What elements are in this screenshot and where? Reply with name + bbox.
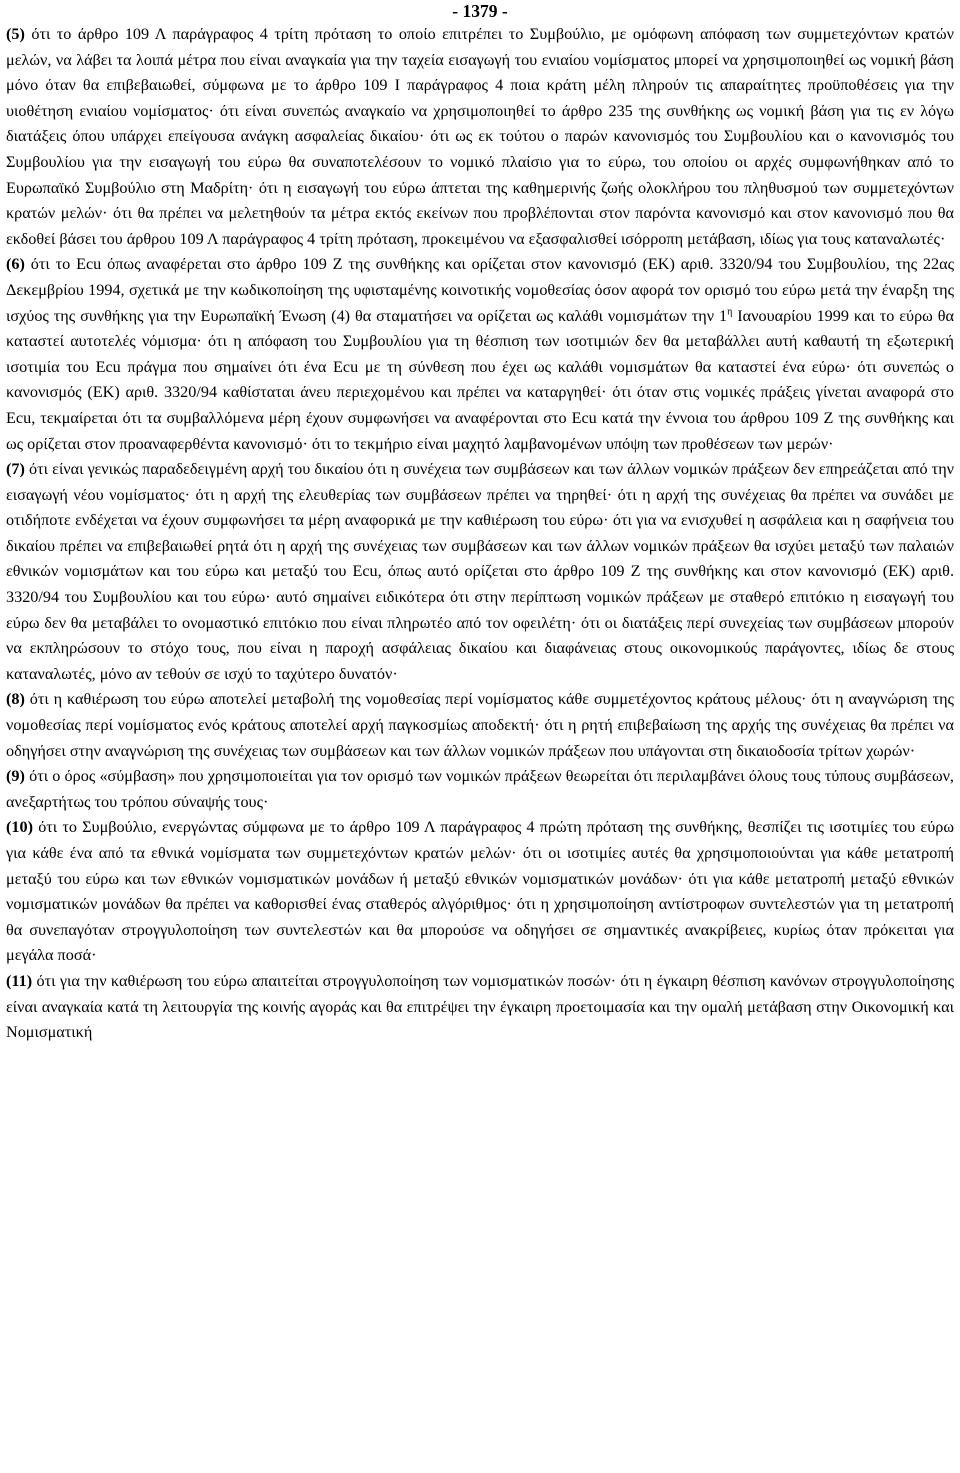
ordinal-superscript: η [727,306,733,318]
recital-text: ότι ο όρος «σύμβαση» που χρησιμοποιείται για τον ορισμό των νομικών πράξεων θεωρείται ότι περιλαμβάνει όλους τους τύπους συμβάσεων, ανεξαρτήτως του τρόπου σύναψής τους· [6,767,954,811]
recital-text-continued: Ιανουαρίου 1999 και το εύρω θα καταστεί αυτοτελές νόμισμα· ότι η απόφαση του Συμβουλίου για τη θέσπιση των ισοτιμιών δεν θα μεταβάλλει αυτή καθαυτή τη εξωτερική ισοτιμία του Ecu πράγμα που σημαίνει ότι ένα Ecu με τη σύνθεση που έχει ως καλάθι νομισμάτων θα καταστεί ένα εύρω· ότι συνεπώς ο κανονισμός (ΕΚ) αριθ. 3320/94 καθίσταται άνευ περιεχομένου και πρέπει να καταργηθεί· ότι όταν στις νομικές πράξεις γίνεται αναφορά στο Ecu, τεκμαίρεται ότι τα συμβαλλόμενα μέρη έχουν συμφωνήσει να αναφέρονται στο Ecu κατά την έννοια του άρθρου 109 Ζ της συνθήκης και ως ορίζεται στον προαναφερθέντα κανονισμό· ότι το τεκμήριο είναι μαχητό λαμβανομένων υπόψη των προθέσεων των μερών· [6,306,954,453]
recital-8 [6,690,954,759]
recital-number: (11) [6,971,33,990]
recital-text: ότι για την καθιέρωση του εύρω απαιτείται στρογγυλοποίηση των νομισματικών ποσών· ότι η έγκαιρη θέσπιση κανόνων στρογγυλοποίησης είναι αναγκαία κατά τη λειτουργία της κοινής αγοράς και θα επιτρέψει την έγκαιρη προετοιμασία και την ομαλή μετάβαση στην Οικονομική και Νομισματική [6,971,954,1042]
recital-9 [6,767,954,811]
document-page [6,0,954,1046]
recital-text: ότι το άρθρο 109 Λ παράγραφος 4 τρίτη πρόταση το οποίο επιτρέπει το Συμβούλιο, με ομόφωνη απόφαση των συμμετεχόντων κρατών μελών, να λάβει τα λοιπά μέτρα που είναι αναγκαία για την ταχεία εισαγωγή του ενιαίου νομίσματος μπορεί να χρησιμοποιηθεί ως νομική βάση μόνο όταν θα επιβεβαιωθεί, σύμφωνα με το άρθρο 109 Ι παράγραφος 4 ποια κράτη μέλη πληρούν τις απαραίτητες προϋποθέσεις για την υιοθέτηση ενιαίου νομίσματος· ότι είναι συνεπώς αναγκαίο να χρησιμοποιηθεί το άρθρο 235 της συνθήκης ως νομική βάση για τις εν λόγω διατάξεις όπου υπάρχει επείγουσα ανάγκη ασφαλείας δικαίου· ότι ως εκ τούτου ο παρών κανονισμός του Συμβουλίου και ο κανονισμός του Συμβουλίου για την εισαγωγή του εύρω θα συναποτελέσουν το νομικό πλαίσιο για το εύρω, του οποίου οι αρχές συμφωνήθηκαν από το Ευρωπαϊκό Συμβούλιο στη Μαδρίτη· ότι η εισαγωγή του εύρω άπτεται της καθημερινής ζωής ολοκλήρου του πληθυσμού των συμμετεχόντων κρατών μελών· ότι θα πρέπει να μελετηθούν τα μέτρα εκτός εκείνων που προβλέπονται στον παρόντα κανονισμό και στον κανονισμό που θα εκδοθεί βάσει του άρθρου 109 Λ παράγραφος 4 τρίτη πρόταση, προκειμένου να εξασφαλισθεί ισόρροπη μετάβαση, ιδίως για τους καταναλωτές· [6,25,954,248]
recital-number: (5) [6,25,25,43]
recital-10 [6,818,954,964]
recital-text: ότι το Συμβούλιο, ενεργώντας σύμφωνα με το άρθρο 109 Λ παράγραφος 4 πρώτη πρόταση της συνθήκης, θεσπίζει τις ισοτιμίες του εύρω για κάθε ένα από τα εθνικά νομίσματα των συμμετεχόντων κρατών μελών· ότι οι ισοτιμίες αυτές θα χρησιμοποιούνται για κάθε μετατροπή μεταξύ του εύρω και των εθνικών νομισματικών μονάδων ή μεταξύ εθνικών νομισματικών μονάδων· ότι για κάθε μετατροπή μεταξύ εθνικών νομισματικών μονάδων θα πρέπει να καθορισθεί ένας σταθερός αλγόριθμος· ότι η χρησιμοποίηση αντίστροφων συντελεστών για τη μετατροπή θα συνεπαγόταν στρογγυλοποίηση των συντελεστών και θα μπορούσε να οδηγήσει σε σημαντικές ανακρίβειες, κυρίως όταν πρόκειται για μεγάλα ποσά· [6,818,955,965]
recital-number: (10) [6,818,34,837]
recital-number: (8) [6,690,25,709]
recital-text: ότι η καθιέρωση του εύρω αποτελεί μεταβολή της νομοθεσίας περί νομίσματος κάθε συμμετέχοντος κράτους μέλους· ότι η αναγνώριση της νομοθεσίας περί νομίσματος ενός κράτους αποτελεί αρχή παγκοσμίως αποδεκτή· ότι η ρητή επιβεβαίωση της αρχής της συνέχειας θα πρέπει να οδηγήσει στην αναγνώριση της συνέχειας των συμβάσεων και των άλλων νομικών πράξεων που υπάγονται στη δικαιοδοσία τρίτων χωρών· [6,690,954,760]
recital-text: ότι είναι γενικώς παραδεδειγμένη αρχή του δικαίου ότι η συνέχεια των συμβάσεων και των άλλων νομικών πράξεων δεν επηρεάζεται από την εισαγωγή νέου νομίσματος· ότι η αρχή της ελευθερίας των συμβάσεων πρέπει να τηρηθεί· ότι η αρχή της συνέχειας θα πρέπει να συνάδει με οτιδήποτε ενδέχεται να έχουν συμφωνήσει τα μέρη αναφορικά με την καθιέρωση του εύρω· ότι για να ενισχυθεί η ασφάλεια και η σαφήνεια του δικαίου πρέπει να επιβεβαιωθεί ρητά ότι η αρχή της συνέχειας των συμβάσεων και των άλλων νομικών πράξεων θα ισχύει μεταξύ των παλαιών εθνικών νομισμάτων και του εύρω και μεταξύ του Ecu, όπως αυτό ορίζεται στο άρθρο 109 Ζ της συνθήκης και στον κανονισμό (ΕΚ) αριθ. 3320/94 του Συμβουλίου και του εύρω· αυτό σημαίνει ειδικότερα ότι στην περίπτωση νομικών πράξεων με σταθερό επιτόκιο η εισαγωγή του εύρω δεν θα μεταβάλει το ονομαστικό επιτόκιο που είναι πληρωτέο από τον οφειλέτη· ότι οι διατάξεις περί συνεχείας των συμβάσεων μπορούν να εκπληρώσουν το στόχο τους, που είναι η παροχή ασφάλειας δικαίου και διαφάνειας στους οικονομικούς παράγοντες, ιδίως δε στους καταναλωτές, μόνο αν τεθούν σε ισχύ το ταχύτερο δυνατόν· [6,460,954,683]
recital-number: (9) [6,767,25,786]
page-number: - 1379 - [452,1,508,21]
recital-text: ότι το Ecu όπως αναφέρεται στο άρθρο 109 Ζ της συνθήκης και ορίζεται στον κανονισμό (ΕΚ) αριθ. 3320/94 του Συμβουλίου, της 22ας Δεκεμβρίου 1994, σχετικά με την κωδικοποίηση της υφισταμένης κοινοτικής νομοθεσίας όσον αφορά τον ορισμό του εύρω μετά την έναρξη της ισχύος της συνθήκης για την Ευρωπαϊκή Ένωση (4) θα σταματήσει να ορίζεται ως καλάθι νομισμάτων την 1 [6,255,954,325]
recital-number: (6) [6,255,25,274]
recital-5 [6,25,954,248]
recital-7 [6,460,954,683]
recital-11 [6,972,954,1041]
recital-6 [6,255,954,452]
document-body [6,22,954,1046]
recital-number: (7) [6,460,25,479]
